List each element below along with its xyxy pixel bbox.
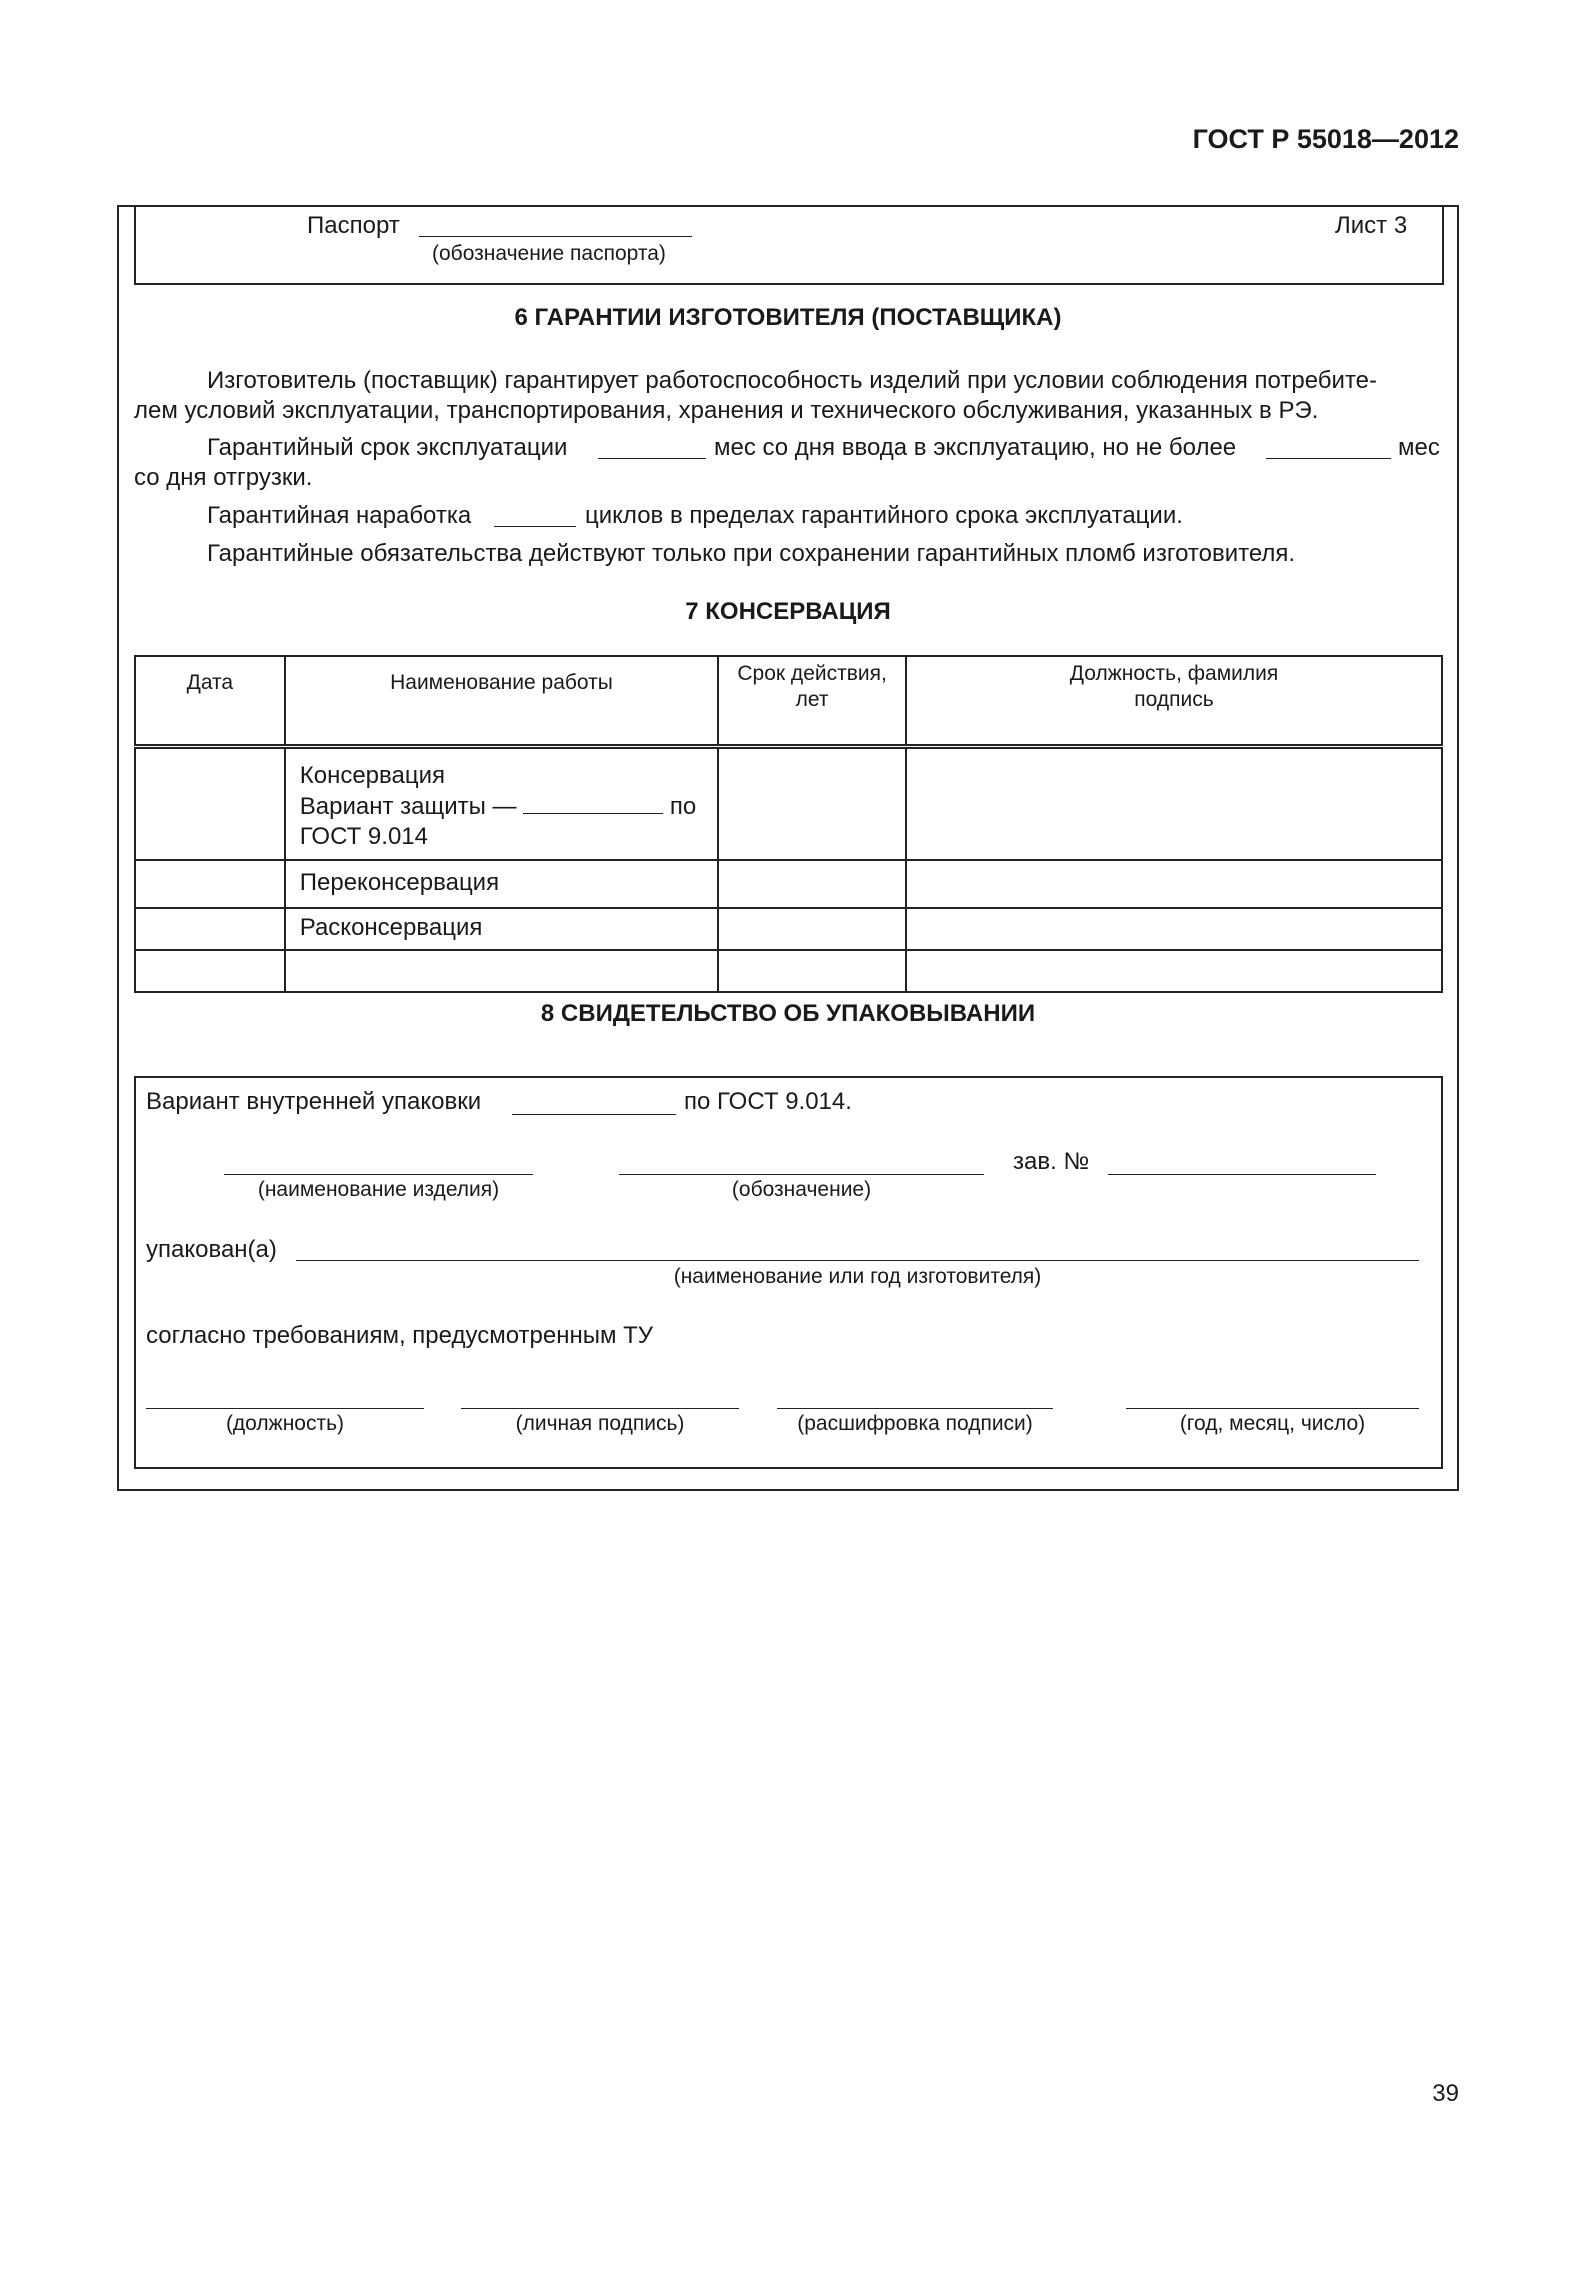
packed-label: упакован(а) — [146, 1236, 277, 1263]
cell-term[interactable] — [718, 908, 906, 950]
section6-p1-line2: лем условий эксплуатации, транспортирования, хранения и технического обслуживания, указанных в РЭ. — [134, 397, 1319, 424]
signature-decoding-caption: (расшифровка подписи) — [797, 1412, 1033, 1435]
sheet-number: Лист 3 — [1335, 212, 1408, 239]
cell-date[interactable] — [135, 747, 285, 860]
cell-position[interactable] — [906, 860, 1442, 908]
cell-work: Переконсервация — [285, 860, 718, 908]
designation-caption: (обозначение) — [731, 1178, 872, 1201]
section6-p3-a: Гарантийная наработка — [207, 502, 472, 529]
col-header-date: Дата — [135, 656, 285, 747]
manufacturer-field[interactable] — [296, 1260, 1419, 1261]
table-row — [135, 950, 1442, 992]
section7-title: 7 КОНСЕРВАЦИЯ — [685, 598, 891, 625]
serial-number-field[interactable] — [1108, 1174, 1376, 1175]
serial-label: зав. № — [1013, 1148, 1090, 1175]
document-code: ГОСТ Р 55018—2012 — [1192, 124, 1459, 154]
according-text: согласно требованиям, предусмотренным ТУ — [146, 1322, 654, 1349]
inner-packing-suffix: по ГОСТ 9.014. — [684, 1088, 852, 1115]
item-name-caption: (наименование изделия) — [257, 1178, 500, 1201]
passport-caption: (обозначение паспорта) — [432, 242, 666, 265]
section8-title: 8 СВИДЕТЕЛЬСТВО ОБ УПАКОВЫВАНИИ — [540, 1000, 1036, 1027]
cell-term[interactable] — [718, 950, 906, 992]
col-header-work: Наименование работы — [285, 656, 718, 747]
section6-p2-line2: со дня отгрузки. — [134, 464, 313, 491]
page-number: 39 — [1432, 2080, 1459, 2107]
designation-field[interactable] — [619, 1174, 984, 1175]
section6-p4: Гарантийные обязательства действуют только при сохранении гарантийных пломб изготовителя. — [207, 540, 1296, 567]
position-field[interactable] — [146, 1408, 424, 1409]
cell-term[interactable] — [718, 860, 906, 908]
signature-caption: (личная подпись) — [515, 1412, 685, 1435]
date-field[interactable] — [1126, 1408, 1419, 1409]
protection-variant-field[interactable] — [523, 791, 663, 814]
inner-packing-field[interactable] — [512, 1114, 676, 1115]
col-header-position: Должность, фамилия подпись — [906, 656, 1442, 747]
table-header-row — [135, 656, 1442, 747]
table-row — [135, 747, 1442, 860]
warranty-max-months-field[interactable] — [1266, 458, 1391, 459]
cell-position[interactable] — [906, 747, 1442, 860]
item-name-field[interactable] — [224, 1174, 533, 1175]
cell-work[interactable] — [285, 950, 718, 992]
cell-date[interactable] — [135, 908, 285, 950]
section6-p2-b: мес со дня ввода в эксплуатацию, но не более — [714, 434, 1237, 461]
signature-decoding-field[interactable] — [777, 1408, 1053, 1409]
cell-work: Консервация Вариант защиты — по ГОСТ 9.014 — [285, 747, 718, 860]
section6-title: 6 ГАРАНТИИ ИЗГОТОВИТЕЛЯ (ПОСТАВЩИКА) — [514, 304, 1062, 331]
position-caption: (должность) — [225, 1412, 345, 1435]
cell-date[interactable] — [135, 950, 285, 992]
signature-field[interactable] — [461, 1408, 739, 1409]
section6-p1-line1: Изготовитель (поставщик) гарантирует работоспособность изделий при условии соблюдения потребите- — [207, 367, 1377, 394]
inner-packing-label: Вариант внутренней упаковки — [146, 1088, 482, 1115]
conservation-table — [134, 655, 1443, 993]
warranty-cycles-field[interactable] — [494, 526, 576, 527]
col-header-term: Срок действия, лет — [718, 656, 906, 747]
date-caption: (год, месяц, число) — [1179, 1412, 1366, 1435]
table-row — [135, 908, 1442, 950]
warranty-months-field[interactable] — [598, 458, 706, 459]
section6-p3-b: циклов в пределах гарантийного срока эксплуатации. — [585, 502, 1183, 529]
manufacturer-caption: (наименование или год изготовителя) — [673, 1265, 1042, 1288]
passport-label: Паспорт — [307, 212, 400, 239]
cell-position[interactable] — [906, 950, 1442, 992]
section6-p2-a: Гарантийный срок эксплуатации — [207, 434, 568, 461]
passport-field-line[interactable] — [419, 236, 692, 237]
cell-position[interactable] — [906, 908, 1442, 950]
section6-p2-c: мес — [1398, 434, 1440, 461]
cell-term[interactable] — [718, 747, 906, 860]
table-row — [135, 860, 1442, 908]
cell-work: Расконсервация — [285, 908, 718, 950]
cell-date[interactable] — [135, 860, 285, 908]
